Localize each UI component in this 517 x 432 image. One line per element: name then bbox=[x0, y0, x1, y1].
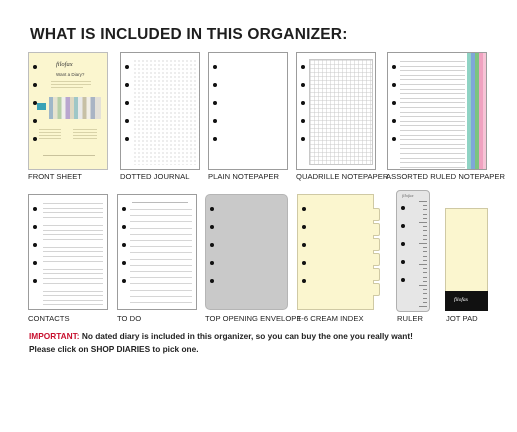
ruler-tick bbox=[423, 239, 427, 240]
ruled-line bbox=[43, 300, 103, 301]
ruler-tick bbox=[423, 214, 427, 215]
to-do-page bbox=[117, 194, 197, 310]
ruler-tick bbox=[423, 230, 427, 231]
ruled-line bbox=[130, 296, 192, 297]
ruled-line bbox=[130, 221, 192, 222]
ruled-line bbox=[130, 209, 192, 210]
ruled-line bbox=[130, 246, 192, 247]
ruled-line bbox=[400, 102, 465, 103]
front-sheet-page bbox=[28, 52, 108, 170]
ruled-line bbox=[400, 89, 465, 90]
contacts-page bbox=[28, 194, 108, 310]
ruler-tick bbox=[419, 201, 427, 202]
item-caption: FRONT SHEET bbox=[28, 172, 82, 181]
dotted-journal-page bbox=[120, 52, 200, 170]
ruled-line bbox=[400, 158, 465, 159]
ruler-tick bbox=[419, 306, 427, 307]
ruled-line bbox=[43, 230, 103, 231]
ruler-tick bbox=[423, 302, 427, 303]
ruler-tick bbox=[423, 268, 427, 269]
index-tab bbox=[373, 208, 380, 221]
ruler-tick bbox=[423, 209, 427, 210]
ruled-line bbox=[43, 256, 103, 257]
index-tab bbox=[373, 253, 380, 266]
quadrille-notepaper-page bbox=[296, 52, 376, 170]
envelope-page bbox=[205, 194, 288, 310]
ruled-line bbox=[130, 302, 192, 303]
front-sheet-heading: Want a Diary? bbox=[56, 72, 85, 77]
jot-pad-brand: filofax bbox=[454, 297, 469, 303]
notice-line-2: Please click on SHOP DIARIES to pick one. bbox=[29, 343, 199, 354]
item-caption: 1-6 CREAM INDEX bbox=[297, 314, 364, 323]
ruled-line bbox=[400, 93, 465, 94]
jot-pad-page bbox=[445, 208, 488, 311]
cream-index-page bbox=[297, 194, 374, 310]
ruled-line bbox=[130, 215, 192, 216]
index-tab bbox=[373, 238, 380, 251]
ruled-line bbox=[400, 112, 465, 113]
ruler-tick bbox=[423, 226, 427, 227]
ruled-line bbox=[43, 234, 103, 235]
ruler-tick bbox=[419, 285, 427, 286]
page-title: WHAT IS INCLUDED IN THIS ORGANIZER: bbox=[30, 26, 348, 43]
ruler-tick bbox=[423, 260, 427, 261]
ruler-tick bbox=[419, 222, 427, 223]
ruled-line bbox=[43, 304, 103, 305]
ruler-tick bbox=[423, 289, 427, 290]
ruler-tick bbox=[423, 256, 427, 257]
ruled-line bbox=[43, 261, 103, 262]
item-caption: DOTTED JOURNAL bbox=[120, 172, 190, 181]
jot-pad-band bbox=[445, 291, 488, 311]
ruled-line bbox=[130, 228, 192, 229]
front-sheet-brand: filofax bbox=[56, 61, 73, 68]
ruler-tick bbox=[423, 293, 427, 294]
diary-swatch-strip bbox=[49, 97, 101, 119]
ruler-tick bbox=[423, 298, 427, 299]
index-tab bbox=[373, 268, 380, 281]
ruled-line bbox=[400, 148, 465, 149]
ruled-line bbox=[400, 125, 465, 126]
ruled-line bbox=[400, 79, 465, 80]
ruled-line bbox=[400, 116, 465, 117]
ruled-line bbox=[43, 247, 103, 248]
ruled-line bbox=[43, 212, 103, 213]
ruler-tick bbox=[423, 205, 427, 206]
item-caption: PLAIN NOTEPAPER bbox=[208, 172, 280, 181]
ruled-line bbox=[400, 70, 465, 71]
ruled-line bbox=[400, 144, 465, 145]
ruled-line bbox=[130, 271, 192, 272]
ruler-tick bbox=[423, 247, 427, 248]
ruler-tick bbox=[419, 243, 427, 244]
ruled-line bbox=[400, 153, 465, 154]
ruler-tick bbox=[419, 264, 427, 265]
ruled-line bbox=[130, 252, 192, 253]
item-caption: QUADRILLE NOTEPAPER bbox=[296, 172, 389, 181]
ruled-line bbox=[43, 203, 103, 204]
ruled-line bbox=[130, 277, 192, 278]
plain-notepaper-page bbox=[208, 52, 288, 170]
ruled-line bbox=[400, 130, 465, 131]
ruled-line bbox=[43, 291, 103, 292]
ruled-line bbox=[130, 290, 192, 291]
ruled-line bbox=[400, 121, 465, 122]
item-caption: CONTACTS bbox=[28, 314, 70, 323]
index-tab bbox=[373, 283, 380, 296]
ruler-tick bbox=[423, 281, 427, 282]
ruled-line bbox=[400, 75, 465, 76]
item-caption: ASSORTED RULED NOTEPAPER bbox=[386, 172, 506, 181]
ruled-line bbox=[43, 217, 103, 218]
ruler-page bbox=[396, 190, 430, 312]
ruler-tick bbox=[423, 235, 427, 236]
ruler-tick bbox=[423, 277, 427, 278]
ruler-tick bbox=[423, 272, 427, 273]
ruled-line bbox=[400, 66, 465, 67]
ruled-line bbox=[43, 295, 103, 296]
ruled-line bbox=[400, 167, 465, 168]
notice-text: No dated diary is included in this organizer, so you can buy the one you really want! bbox=[79, 331, 413, 341]
ruled-line bbox=[43, 251, 103, 252]
item-caption: TOP OPENING ENVELOPE bbox=[205, 314, 302, 323]
ruled-line bbox=[43, 239, 103, 240]
ruled-line bbox=[43, 283, 103, 284]
ruler-tick bbox=[423, 218, 427, 219]
ruled-line bbox=[400, 61, 465, 62]
important-label: IMPORTANT: bbox=[29, 331, 80, 341]
ruled-line bbox=[130, 283, 192, 284]
ruled-line bbox=[43, 273, 103, 274]
ruled-line bbox=[43, 208, 103, 209]
ruler-tick bbox=[423, 251, 427, 252]
ruler-brand: filofax bbox=[402, 193, 414, 198]
notice bbox=[29, 330, 413, 355]
ruled-line bbox=[130, 265, 192, 266]
item-caption: JOT PAD bbox=[446, 314, 478, 323]
ruled-line bbox=[400, 135, 465, 136]
item-caption: RULER bbox=[397, 314, 423, 323]
ruled-line bbox=[400, 98, 465, 99]
notice-line-1 bbox=[29, 330, 413, 343]
ruled-line bbox=[400, 162, 465, 163]
item-caption: TO DO bbox=[117, 314, 142, 323]
ruled-line bbox=[43, 278, 103, 279]
ruled-line bbox=[130, 259, 192, 260]
ruled-line bbox=[400, 107, 465, 108]
ruled-line bbox=[400, 139, 465, 140]
index-tab bbox=[373, 223, 380, 236]
assorted-ruled-page bbox=[387, 52, 487, 170]
ruled-line bbox=[400, 84, 465, 85]
ruled-line bbox=[43, 269, 103, 270]
ruled-line bbox=[43, 225, 103, 226]
ruled-line bbox=[130, 234, 192, 235]
ruled-line bbox=[130, 240, 192, 241]
